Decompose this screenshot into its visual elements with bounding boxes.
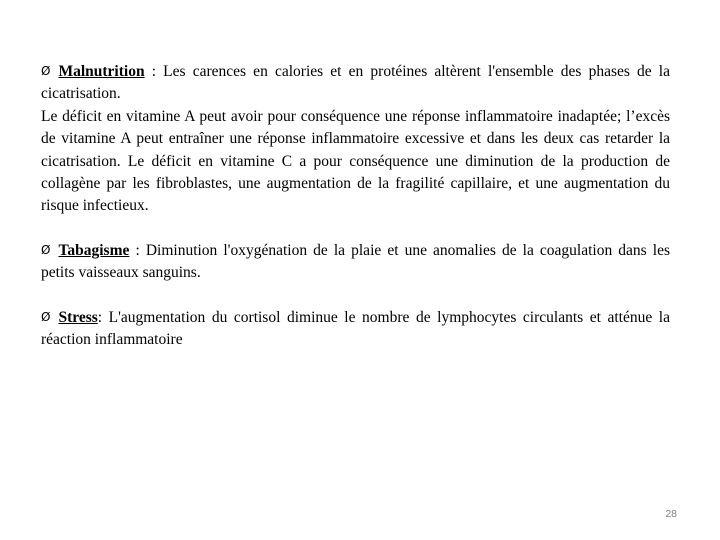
arrow-bullet-icon: Ø: [41, 64, 51, 78]
paragraph-tabagisme: [41, 240, 670, 285]
term-malnutrition: Malnutrition: [58, 63, 145, 80]
paragraph-stress: [41, 307, 670, 352]
arrow-bullet-icon: Ø: [41, 309, 51, 324]
text-malnutrition: : Les carences en calories et en protéines altèrent l'ensemble des phases de la cicatrisation.: [41, 63, 670, 103]
arrow-bullet-icon: Ø: [41, 242, 51, 257]
paragraph-malnutrition: [41, 61, 670, 106]
page-number: 28: [665, 508, 677, 520]
text-stress: : L'augmentation du cortisol diminue le nombre de lymphocytes circulants et atténue la réaction inflammatoire: [41, 308, 670, 349]
text-vitamins: Le déficit en vitamine A peut avoir pour conséquence une réponse inflammatoire inadaptée; l’excès de vitamine A peut entraîner une réponse inflammatoire excessive et dans les deux cas retarder la cicatrisation. Le déficit en vitamine C a pour conséquence une diminution de la production de collagène par les fibroblastes, une augmentation de la fragilité capillaire, et une augmentation du risque infectieux.: [41, 107, 670, 215]
text-tabagisme: : Diminution l'oxygénation de la plaie et une anomalies de la coagulation dans les petits vaisseaux sanguins.: [41, 241, 670, 282]
term-stress: Stress: [58, 308, 98, 326]
bullet-tabagisme: [41, 240, 670, 285]
bullet-malnutrition: [41, 61, 670, 218]
slide-content: [41, 61, 670, 351]
bullet-stress: [41, 307, 670, 352]
term-tabagisme: Tabagisme: [58, 241, 130, 259]
